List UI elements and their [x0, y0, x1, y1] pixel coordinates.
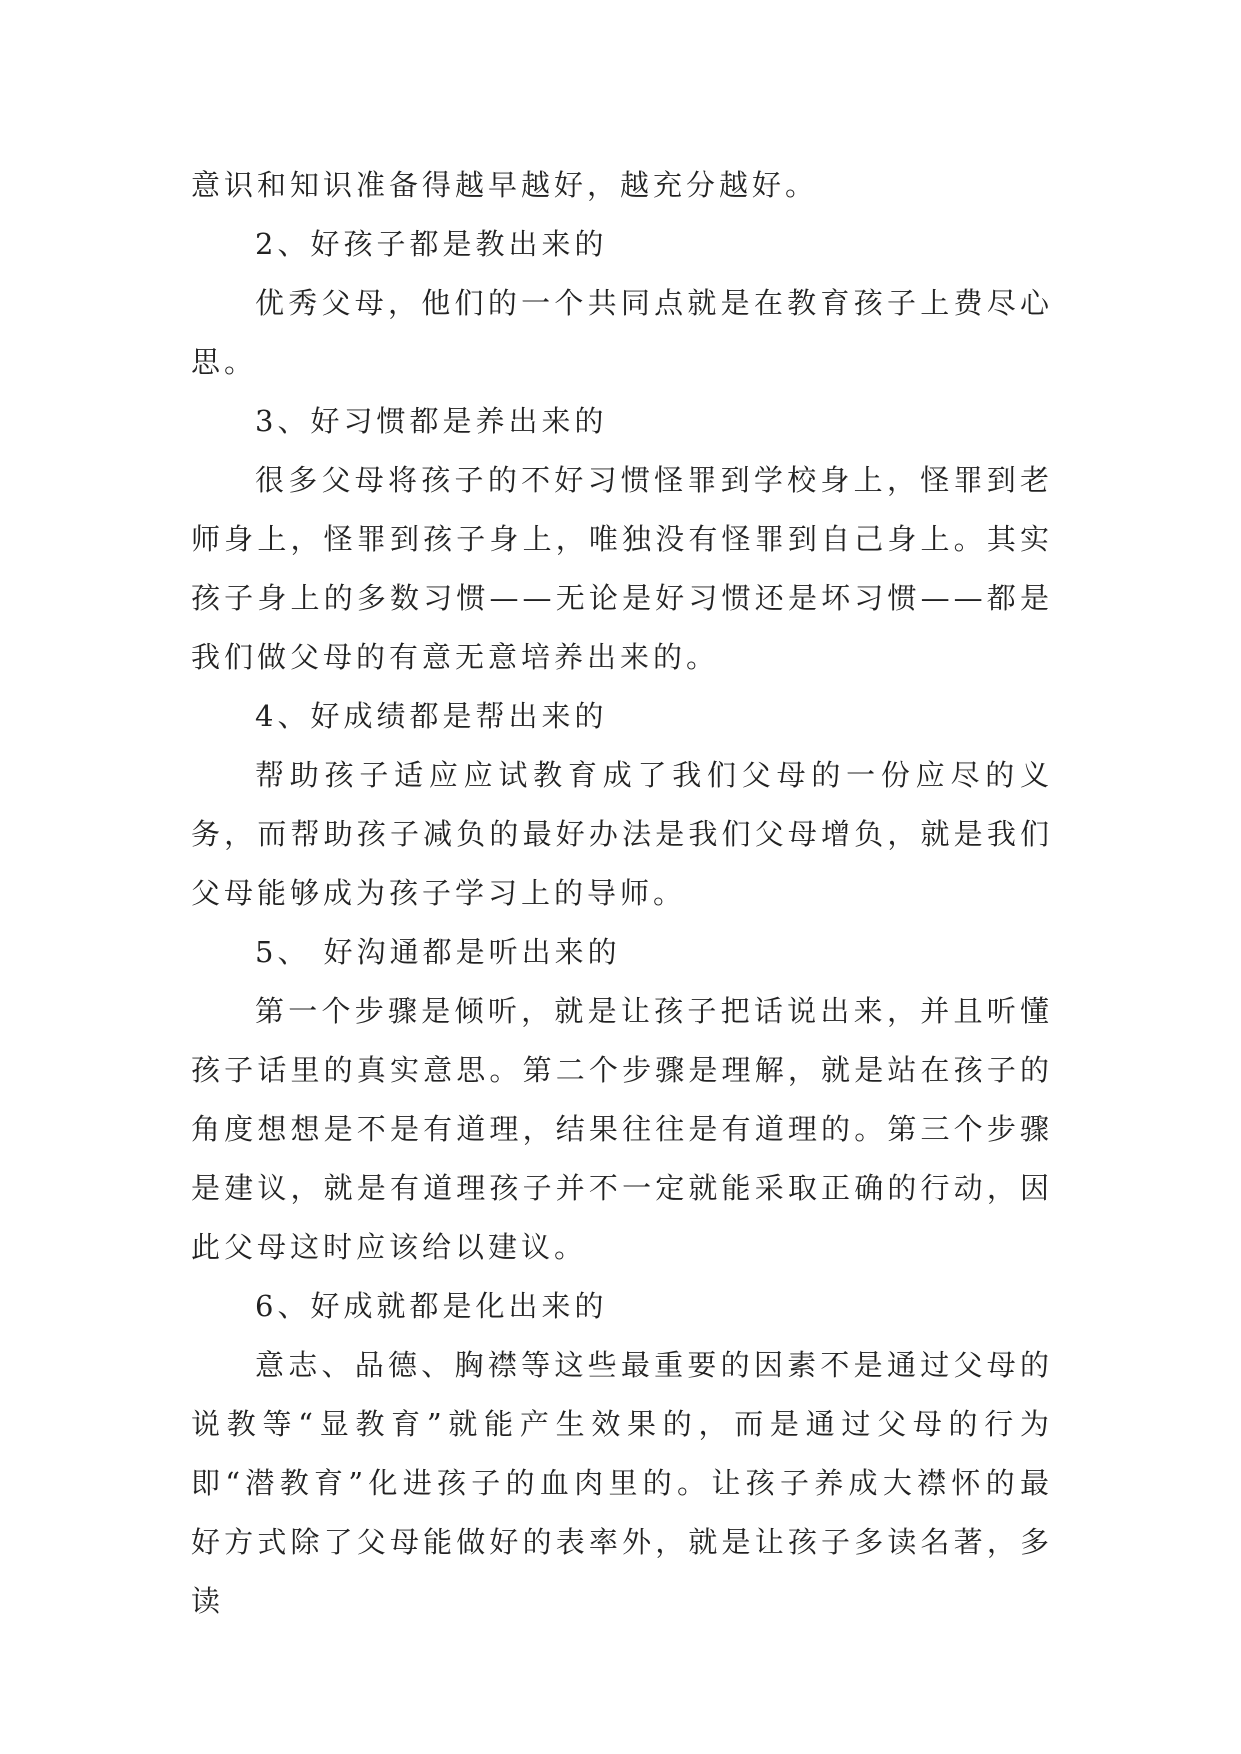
section-heading-6: 6、好成就都是化出来的: [255, 1289, 608, 1323]
paragraph-section-3: 很多父母将孩子的不好习惯怪罪到学校身上，怪罪到老师身上，怪罪到孩子身上，唯独没有怪罪到自己身上。其实孩子身上的多数习惯——无论是好习惯还是坏习惯——都是我们做父母的有意无意培养出来的。: [191, 463, 1053, 674]
section-heading-4: 4、好成绩都是帮出来的: [255, 699, 608, 733]
section-heading-5: 5、 好沟通都是听出来的: [255, 935, 621, 969]
paragraph-section-4: 帮助孩子适应应试教育成了我们父母的一份应尽的义务，而帮助孩子减负的最好办法是我们父母增负，就是我们父母能够成为孩子学习上的导师。: [191, 758, 1053, 910]
section-heading-3: 3、好习惯都是养出来的: [255, 404, 608, 438]
paragraph-section-5: 第一个步骤是倾听，就是让孩子把话说出来，并且听懂孩子话里的真实意思。第二个步骤是理解，就是站在孩子的角度想想是不是有道理，结果往往是有道理的。第三个步骤是建议，就是有道理孩子并不一定就能采取正确的行动，因此父母这时应该给以建议。: [191, 994, 1053, 1264]
document-page: [191, 156, 1053, 1631]
paragraph-continuation: 意识和知识准备得越早越好，越充分越好。: [191, 168, 819, 202]
section-heading-2: 2、好孩子都是教出来的: [255, 227, 608, 261]
paragraph-section-2: 优秀父母，他们的一个共同点就是在教育孩子上费尽心思。: [191, 286, 1053, 379]
paragraph-section-6: 意志、品德、胸襟等这些最重要的因素不是通过父母的说教等“显教育”就能产生效果的，而是通过父母的行为即“潜教育”化进孩子的血肉里的。让孩子养成大襟怀的最好方式除了父母能做好的表率外，就是让孩子多读名著，多读: [191, 1348, 1053, 1618]
